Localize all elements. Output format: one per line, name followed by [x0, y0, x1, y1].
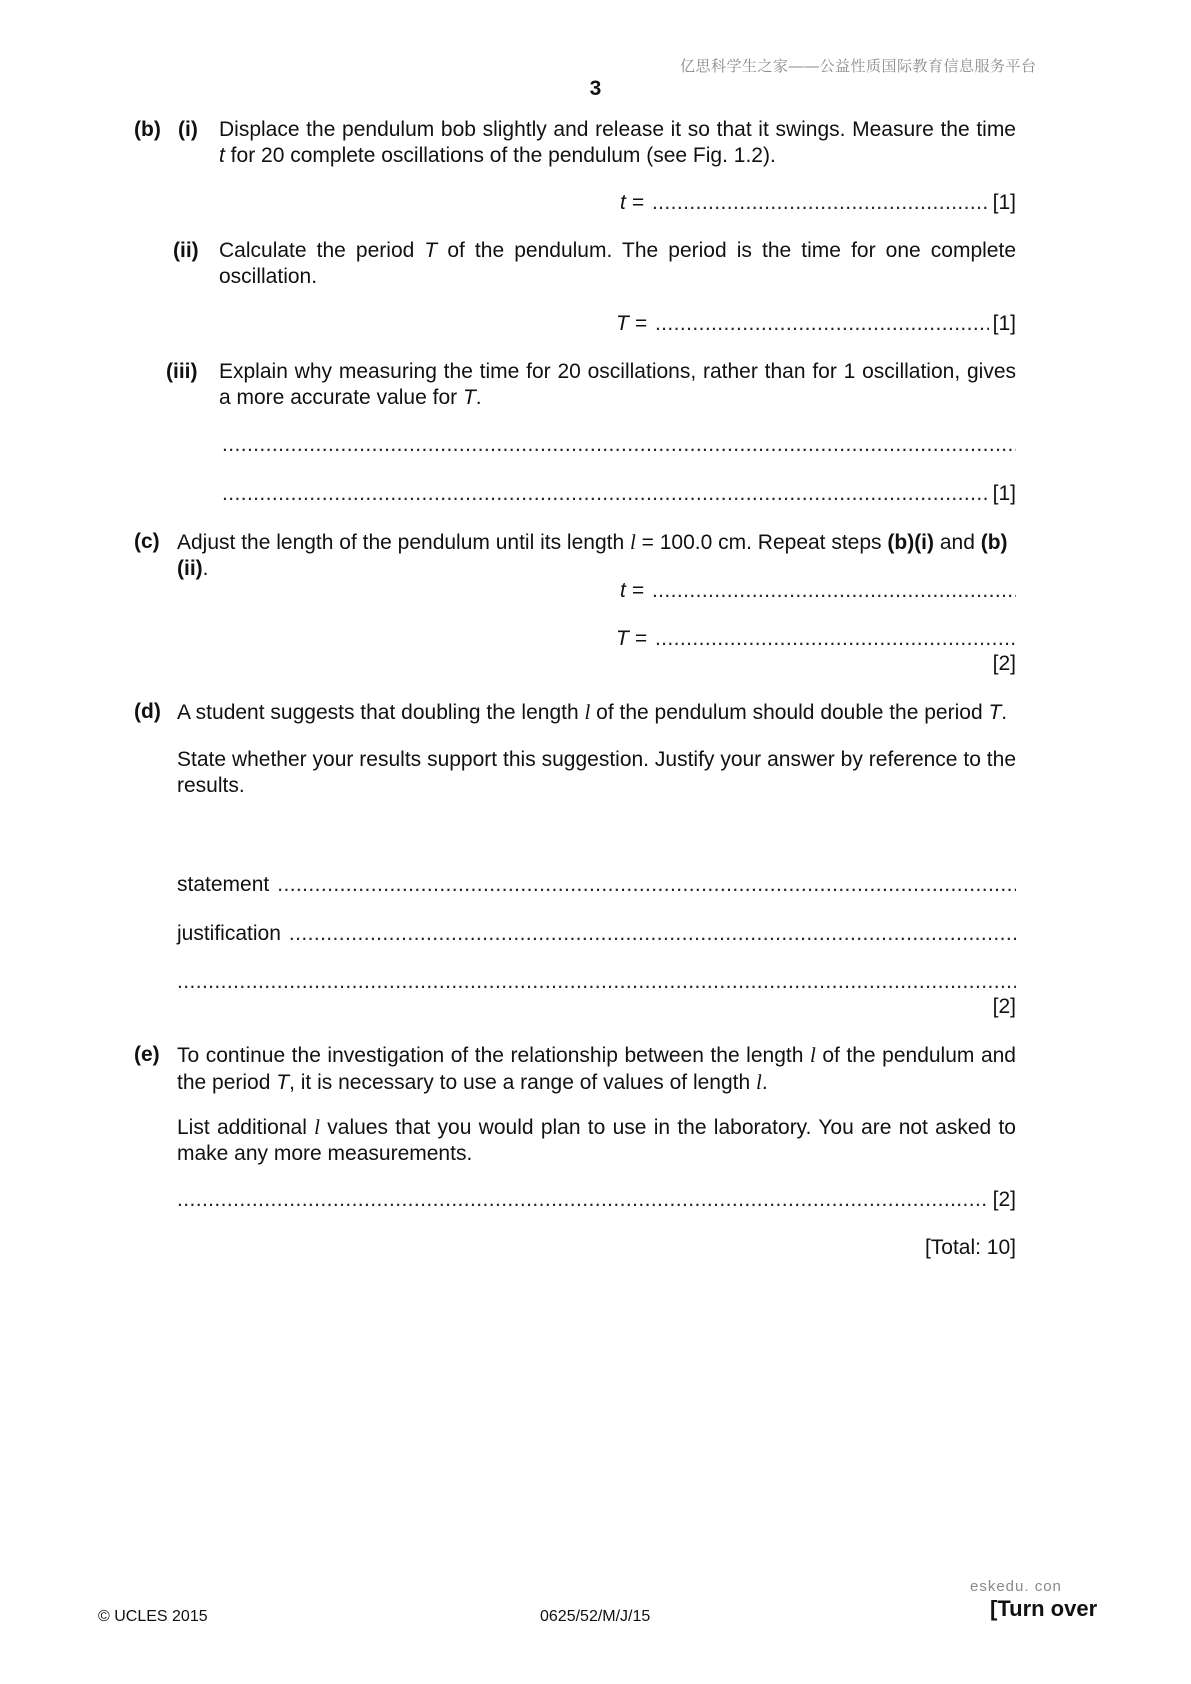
var-l: l: [756, 1070, 762, 1094]
part-e-list-1: List additional: [177, 1116, 315, 1139]
answer-dots[interactable]: [277, 872, 1016, 898]
turn-over: [Turn over: [990, 1596, 1098, 1621]
var-l: l: [584, 700, 591, 724]
part-c-text-1: Adjust the length of the pendulum until its length: [177, 531, 630, 554]
part-c-text-2: = 100.0 cm. Repeat steps: [635, 531, 888, 554]
part-c-label: (c): [134, 530, 160, 553]
var-T: T: [424, 239, 438, 262]
step-reference-2: (b)(ii): [177, 531, 1008, 580]
part-d-question: [177, 699, 1016, 726]
part-c-question: [177, 529, 1016, 582]
justification-label: justification: [177, 922, 281, 945]
answer-prefix-T: T =: [616, 312, 647, 335]
answer-prefix-T: T =: [616, 627, 647, 650]
part-c-text-3: and: [934, 531, 981, 554]
part-e-text-3: , it is necessary to use a range of values of length: [289, 1071, 757, 1094]
var-T: T: [988, 701, 1002, 724]
mark-allocation: [1]: [992, 312, 1016, 335]
part-b-iii-question: [219, 359, 1016, 411]
part-d-text-1: A student suggests that doubling the length: [177, 701, 585, 724]
part-b-i-text-2: for 20 complete oscillations of the pendulum (see Fig. 1.2).: [224, 144, 776, 167]
answer-dots[interactable]: [177, 969, 1016, 995]
part-b-ii-answer-line[interactable]: [616, 311, 1016, 337]
part-e-text-1: To continue the investigation of the relationship between the length: [177, 1044, 810, 1067]
part-b-i-answer-line[interactable]: [620, 190, 1016, 216]
var-l: l: [314, 1115, 320, 1139]
part-d-label: (d): [134, 700, 161, 723]
footer-watermark: eskedu. con: [970, 1578, 1062, 1595]
part-b-ii-label: (ii): [173, 239, 199, 262]
answer-dots[interactable]: [655, 626, 1016, 652]
part-b-iii-label: (iii): [166, 360, 198, 383]
mark-allocation: [1]: [992, 191, 1016, 214]
part-c-answer-T[interactable]: [616, 626, 1016, 652]
part-d-instruction: State whether your results support this suggestion. Justify your answer by reference to the results.: [177, 748, 1016, 797]
copyright: © UCLES 2015: [98, 1608, 208, 1625]
part-b-i-question: [219, 117, 1016, 169]
part-b-label: (b): [134, 118, 161, 141]
header-watermark: 亿思科学生之家——公益性质国际教育信息服务平台: [680, 58, 1037, 75]
part-b-ii-question: [219, 238, 1016, 290]
mark-allocation: [1]: [992, 482, 1016, 505]
mark-allocation: [2]: [992, 1188, 1016, 1211]
part-e-answer-line[interactable]: [177, 1187, 1016, 1213]
var-T: T: [276, 1071, 290, 1094]
part-e-instruction: [177, 1114, 1016, 1167]
part-e-text-2: of the pendulum and the period: [177, 1044, 1016, 1094]
part-b-iii-answer-line-1[interactable]: [222, 432, 1016, 458]
part-e-text-4: .: [761, 1071, 768, 1094]
part-b-iii-text-2: .: [475, 386, 482, 409]
answer-prefix-t: t =: [620, 579, 644, 602]
page-number: 3: [589, 77, 602, 100]
part-d-mark: [2]: [992, 995, 1016, 1018]
var-t: t: [219, 144, 225, 167]
answer-dots[interactable]: [222, 432, 1016, 458]
part-d-statement-line[interactable]: [177, 872, 1016, 898]
part-c-mark: [2]: [992, 652, 1016, 675]
answer-dots[interactable]: [177, 1187, 989, 1213]
part-b-i-label: (i): [178, 118, 198, 141]
var-l: l: [629, 530, 636, 554]
part-d-text-3: .: [1001, 701, 1008, 724]
statement-label: statement: [177, 873, 270, 896]
paper-code: 0625/52/M/J/15: [540, 1608, 651, 1625]
answer-dots[interactable]: [289, 921, 1016, 947]
part-b-i-text-1: Displace the pendulum bob slightly and release it so that it swings. Measure the time: [219, 118, 1016, 141]
answer-dots[interactable]: [222, 481, 989, 507]
part-d-text-2: of the pendulum should double the period: [590, 701, 989, 724]
part-c-answer-t[interactable]: [620, 578, 1016, 604]
total-marks: [Total: 10]: [924, 1236, 1016, 1259]
part-b-iii-answer-line-2[interactable]: [222, 481, 1016, 507]
answer-prefix-t: t =: [620, 191, 644, 214]
var-T: T: [462, 386, 476, 409]
answer-dots[interactable]: [652, 578, 1016, 604]
part-b-ii-text-2: of the pendulum. The period is the time for one complete oscillation.: [219, 239, 1017, 288]
part-e-question: [177, 1042, 1016, 1096]
part-e-list-2: values that you would plan to use in the laboratory. You are not asked to make any more measurements.: [177, 1116, 1016, 1165]
part-d-justification-line[interactable]: [177, 921, 1016, 947]
part-b-iii-text-1: Explain why measuring the time for 20 oscillations, rather than for 1 oscillation, gives a more accurate value for: [219, 360, 1016, 409]
answer-dots[interactable]: [652, 190, 989, 216]
answer-dots[interactable]: [655, 311, 989, 337]
part-e-label: (e): [134, 1043, 160, 1066]
step-reference-1: (b)(i): [887, 531, 935, 554]
part-d-justification-line-2[interactable]: [177, 969, 1016, 995]
var-l: l: [809, 1043, 816, 1067]
part-c-text-4: .: [202, 557, 209, 580]
part-b-ii-text-1: Calculate the period: [219, 239, 425, 262]
